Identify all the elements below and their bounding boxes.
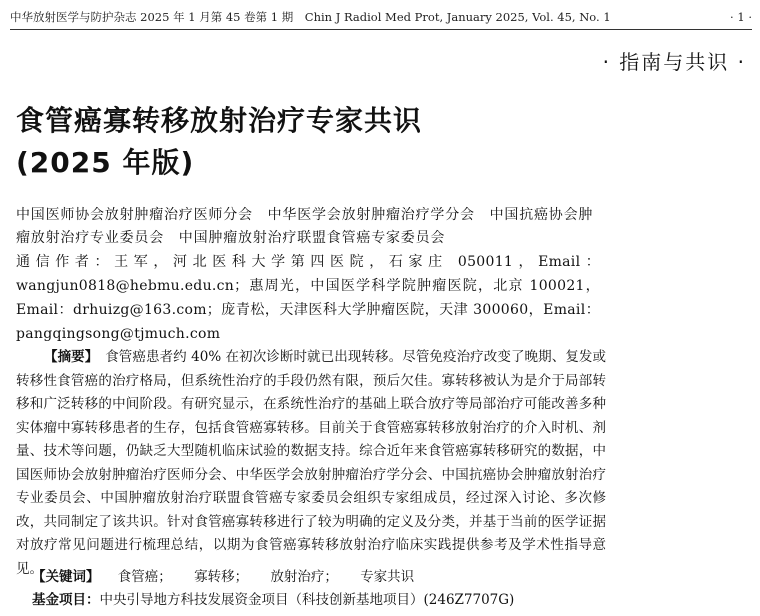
funding (32, 590, 612, 610)
keyword: 专家共识 (360, 569, 415, 585)
abstract-label: 【摘要】 (44, 349, 92, 365)
page-number: · 1 · (730, 10, 752, 24)
keyword: 寡转移； (194, 569, 249, 585)
keywords-label: 【关键词】 (32, 569, 100, 585)
title-line-2: (2025 年版) (16, 146, 195, 179)
section-label: · 指南与共识 · (602, 50, 746, 74)
running-head (10, 8, 752, 26)
keywords (32, 567, 612, 587)
header-rule (10, 29, 752, 30)
abstract (16, 346, 606, 581)
abstract-text: 食管癌患者约 40% 在初次诊断时就已出现转移。尽管免疫治疗改变了晚期、复发或转移性食管癌的治疗格局，但系统性治疗的手段仍然有限，预后欠佳。寡转移被认为是介于局部转移和广泛转移的中间阶段。有研究显示，在系统性治疗的基础上联合放疗等局部治疗可能改善多种实体瘤中寡转移患者的生存，包括食管癌寡转移。目前关于食管癌寡转移放射治疗的介入时机、剂量、技术等问题，仍缺乏大型随机临床试验的数据支持。综合近年来食管癌寡转移研究的数据，中国医师协会放射肿瘤治疗医师分会、中华医学会放射肿瘤治疗学分会、中国抗癌协会肿瘤放射治疗专业委员会、中国肿瘤放射治疗联盟食管癌专家委员会组织专家组成员，经过深入讨论、多次修改，共同制定了该共识。针对食管癌寡转移进行了较为明确的定义及分类，并基于当前的医学证据对放疗常见问题进行梳理总结，以期为食管癌寡转移放射治疗临床实践提供参考及学术性指导意见。 (16, 349, 607, 577)
keyword: 放射治疗； (270, 569, 338, 585)
title-line-1: 食管癌寡转移放射治疗专家共识 (16, 104, 423, 137)
article-title (16, 100, 746, 184)
funding-text: 中央引导地方科技发展资金项目（科技创新基地项目）(246Z7707G) (99, 592, 515, 608)
corresponding-authors: 通信作者：王军，河北医科大学第四医院，石家庄 050011，Email：wangjun0818@hebmu.edu.cn；惠周光，中国医学科学院肿瘤医院，北京 100021，Email：drhuizg@163.com；庞青松，天津医科大学肿瘤医院，天津 300060，Email：pangqingsong@tjmuch.com (16, 254, 600, 342)
keyword: 食管癌； (117, 569, 172, 585)
funding-label: 基金项目： (32, 592, 100, 608)
journal-citation: 中华放射医学与防护杂志 2025 年 1 月第 45 卷第 1 期 Chin J Radiol Med Prot, January 2025, Vol. 45, No. 1 (10, 10, 611, 24)
author-organizations: 中国医师协会放射肿瘤治疗医师分会 中华医学会放射肿瘤治疗学分会 中国抗癌协会肿瘤放射治疗专业委员会 中国肿瘤放射治疗联盟食管癌专家委员会 (16, 207, 594, 246)
